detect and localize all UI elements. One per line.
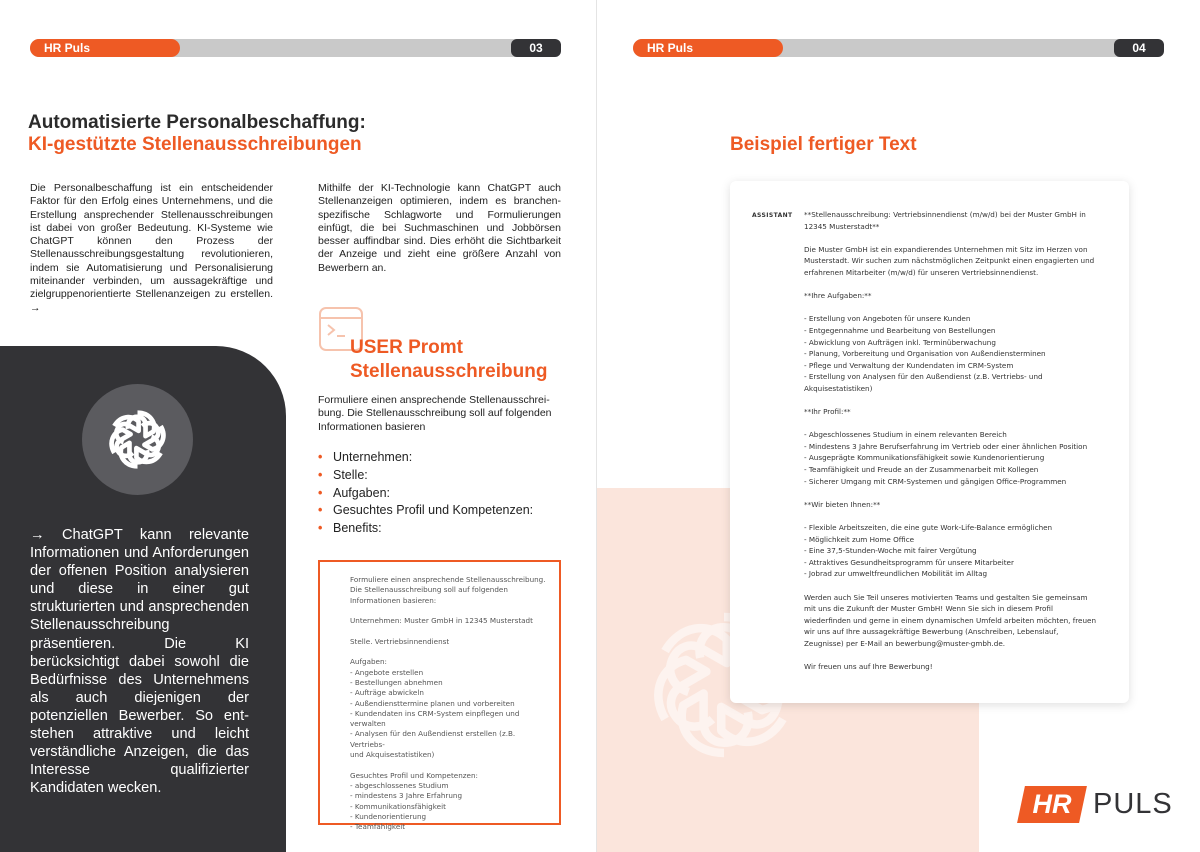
heading-sub: KI-gestützte Stellenausschreibungen — [28, 134, 362, 155]
list-item: • Unternehmen: — [318, 449, 533, 467]
assistant-answer — [804, 209, 1104, 673]
logo-hr-block — [1017, 786, 1087, 823]
role-label: ASSISTANT — [752, 212, 793, 219]
page-header-bar — [633, 39, 1164, 57]
dark-panel-text: → ChatGPT kann relevante Informationen und Anforderungen der offenen Position analysieren und diese in einer gut strukturierten und ansprechenden Stellenausschreibung präsentieren. Die KI berücksichtigt dabei sowohl die Bedürfnisse des Unternehmens als auch diejenigen der potenziellen Bewerber. So entstehen attraktive und leicht verständliche Anzeigen, die das Interesse qualifizierter Kandidaten wecken. — [30, 527, 249, 797]
prompt-intro: Formuliere einen ansprechende Stellenausschreibung. Die Stellenausschreibung soll auf folgenden Informationen basieren — [318, 394, 552, 433]
page-03 — [0, 0, 596, 852]
page-header-bar — [30, 39, 561, 57]
page-number: 04 — [1114, 39, 1164, 57]
page-number: 03 — [511, 39, 561, 57]
prompt-title — [350, 336, 547, 384]
header-brand: HR Puls — [633, 39, 783, 57]
list-item: • Gesuchtes Profil und Kompetenzen: — [318, 502, 533, 520]
intro-paragraph: Die Personalbeschaffung ist ein entscheidender Faktor für den Erfolg eines Unternehmens, und die Erstellung ansprechender Stellenausschreibungen ist dabei von großer Bedeutung. KI-Systeme wie ChatGPT können den Prozess der Stellenausschreibungsgestaltung revolutionieren, indem sie Automatisierung und Personalisierung miteinander verbinden, um aussagekräftige und zielgruppenorientierte Stellenanzeigen zu erstellen. → — [30, 182, 273, 314]
logo-circle — [82, 384, 193, 495]
example-heading: Beispiel fertiger Text — [730, 134, 917, 155]
logo-hr-text: HR — [1032, 789, 1072, 819]
prompt-title-line1: USER Promt — [350, 337, 463, 358]
list-item: • Aufgaben: — [318, 485, 533, 503]
prompt-box-text: Formuliere einen ansprechende Stellenausschreibung. Die Stellenausschreibung soll auf folgenden Informationen basieren: Unternehmen: Muster GmbH in 12345 Musterstadt Stelle. Vertriebsinnendienst Aufgaben: - Angebote erstellen - Bestellungen abnehmen - Aufträge abwickeln - Außendiensttermine planen und vorbereiten - Kundendaten ins CRM-System einpflegen und verwalten - Analysen für den Außendienst erstellen (z.B. Vertriebs- und Akquisestatistiken) Gesuchtes Profil und Kompetenzen: - abgeschlossenes Studium - mindestens 3 Jahre Erfahrung - Kommunikationsfähigkeit - Kundenorientierung - Teamfähigkeit — [350, 575, 546, 832]
page-04 — [597, 0, 1200, 852]
second-paragraph: Mithilfe der KI-Technologie kann ChatGPT auch Stellenanzeigen optimieren, indem es branchenspezifische Schlagworte und Formulierungen einfügt, die bei Suchmaschinen und Jobbörsen besser auffindbar sind. Dies erhöht die Sichtbarkeit der Anzeige und zieht eine größere Anzahl von Bewerbern an. — [318, 182, 561, 274]
list-item: • Benefits: — [318, 520, 533, 538]
logo-puls-text: PULS — [1093, 788, 1173, 820]
prompt-screenshot-box — [318, 560, 561, 832]
openai-logo-icon — [104, 406, 171, 473]
assistant-response-card — [730, 181, 1129, 703]
prompt-title-line2: Stellenausschreibung — [350, 361, 548, 382]
list-item: • Stelle: — [318, 467, 533, 485]
header-brand: HR Puls — [30, 39, 180, 57]
prompt-bullet-list — [318, 449, 533, 538]
heading-main: Automatisierte Personalbeschaffung: — [28, 112, 366, 133]
assistant-answer-text: **Stellenausschreibung: Vertriebsinnendienst (m/w/d) bei der Muster GmbH in 12345 Musterstadt** Die Muster GmbH ist ein expandierendes Unternehmen mit Sitz im Herzen von Musterstadt. Wir suchen zum nächstmöglichen Zeitpunkt einen engagierten und erfahrenen Mitarbeiter (m/w/d) für unseren Vertriebsinnendienst. **Ihre Aufgaben:** - Erstellung von Angeboten für unsere Kunden - Entgegennahme und Bearbeitung von Bestellungen - Abwicklung von Aufträgen inkl. Terminüberwachung - Planung, Vorbereitung und Organisation von Außendiensterminen - Pflege und Verwaltung der Kundendaten im CRM-System - Erstellung von Analysen für den Außendienst (z.B. Vertriebs- und Akquisestatistiken) **Ihr Profil:** - Abgeschlossenes Studium in einem relevanten Bereich - Mindestens 3 Jahre Berufserfahrung im Vertrieb oder einer ähnlichen Position - Ausgeprägte Kommunikationsfähigkeit sowie Kundenorientierung - Teamfähigkeit und Freude an der Zusammenarbeit mit Kollegen - Sicherer Umgang mit CRM-Systemen und gängigen Office-Programmen **Wir bieten Ihnen:** - Flexible Arbeitszeiten, die eine gute Work-Life-Balance ermöglichen - Möglichkeit zum Home Office - Eine 37,5-Stunden-Woche mit fairer Vergütung - Attraktives Gesundheitsprogramm für unsere Mitarbeiter - Jobrad zur umweltfreundlichen Mobilität im Alltag Werden auch Sie Teil unseres motivierten Teams und gestalten Sie gemeinsam mit uns die Zukunft der Muster GmbH! Wenn Sie sich in diesem Profil wiederfinden und gerne in einem dynamischen Umfeld arbeiten möchten, freuen wir uns auf Ihre aussagekräftige Bewerbung (Anschreiben, Lebenslauf, Zeugnisse) per E-Mail an bewerbung@muster-gmbh.de. Wir freuen uns auf Ihre Bewerbung! — [804, 210, 1097, 672]
